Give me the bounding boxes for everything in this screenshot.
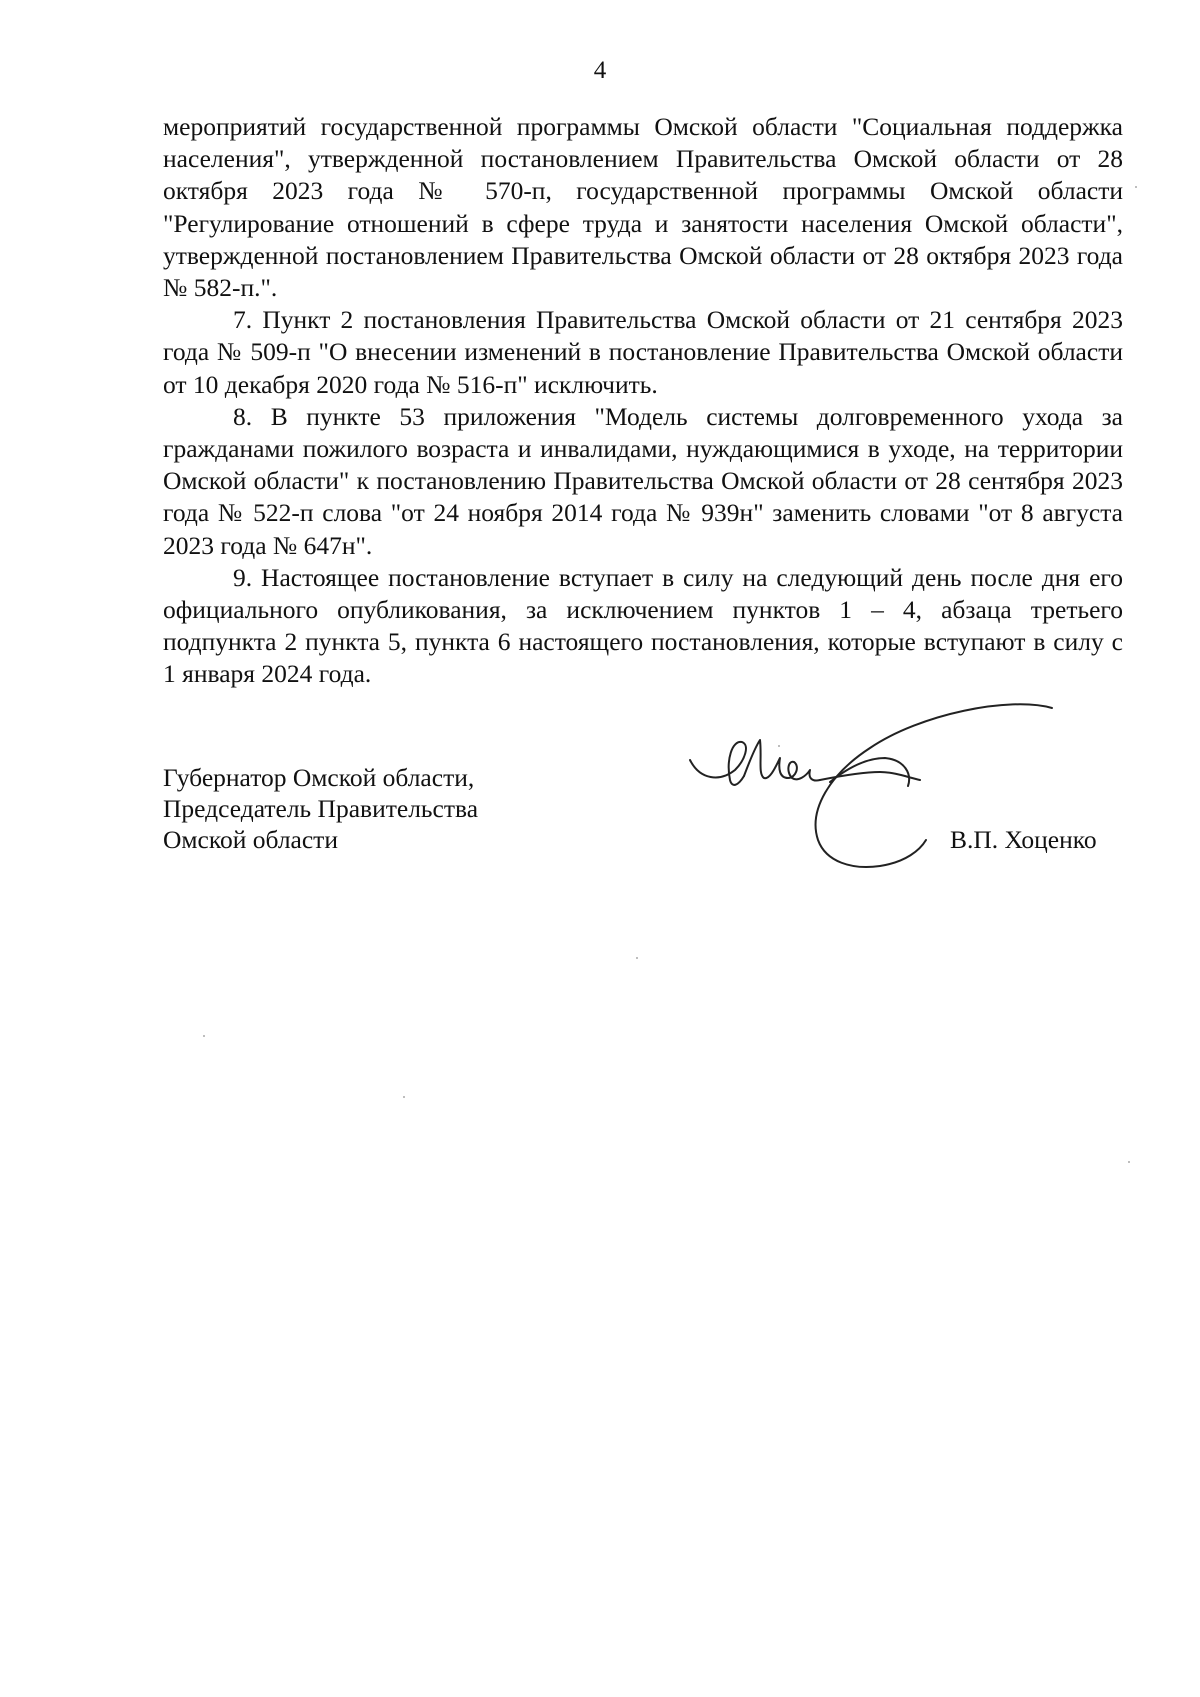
document-body: [163, 111, 1123, 691]
signer-title-line-3: Омской области: [163, 825, 338, 854]
paragraph-item-7: 7. Пункт 2 постановления Правительства Омской области от 21 сентября 2023 года № 509-п "О внесении изменений в постановление Правительства Омской области от 10 декабря 2020 года № 516-п" исключить.: [163, 305, 1123, 399]
handwritten-signature: [680, 700, 1080, 900]
signer-title-line-1: Губернатор Омской области,: [163, 763, 475, 792]
scan-speck: [403, 1096, 405, 1098]
signer-title-line-2: Председатель Правительства: [163, 794, 479, 823]
paragraph-item-8: 8. В пункте 53 приложения "Модель системы долговременного ухода за гражданами пожилого возраста и инвалидами, нуждающимися в уходе, на территории Омской области" к постановлению Правительства Омской области от 28 сентября 2023 года № 522-п слова "от 24 ноября 2014 года № 939н" заменить словами "от 8 августа 2023 года № 647н".: [163, 401, 1123, 560]
scan-speck: [1135, 186, 1137, 188]
signer-name: В.П. Хоценко: [950, 825, 1097, 854]
scan-speck: [1128, 1161, 1130, 1163]
paragraph-continuation: мероприятий государственной программы Омской области "Социальная поддержка населения", утвержденной постановлением Правительства Омской области от 28 октября 2023 года № 570-п, государственной программы Омской области "Регулирование отношений в сфере труда и занятости населения Омской области", утвержденной постановлением Правительства Омской области от 28 октября 2023 года № 582-п.".: [163, 112, 1123, 303]
paragraph-item-9: 9. Настоящее постановление вступает в силу на следующий день после дня его официального опубликования, за исключением пунктов 1 – 4, абзаца третьего подпункта 2 пункта 5, пункта 6 настоящего постановления, которые вступают в силу с 1 января 2024 года.: [163, 562, 1123, 689]
scan-speck: [636, 957, 638, 959]
scan-speck: [203, 1035, 205, 1037]
page-number: 4: [593, 57, 607, 84]
scan-speck: [778, 745, 780, 747]
signer-title: [163, 762, 478, 855]
